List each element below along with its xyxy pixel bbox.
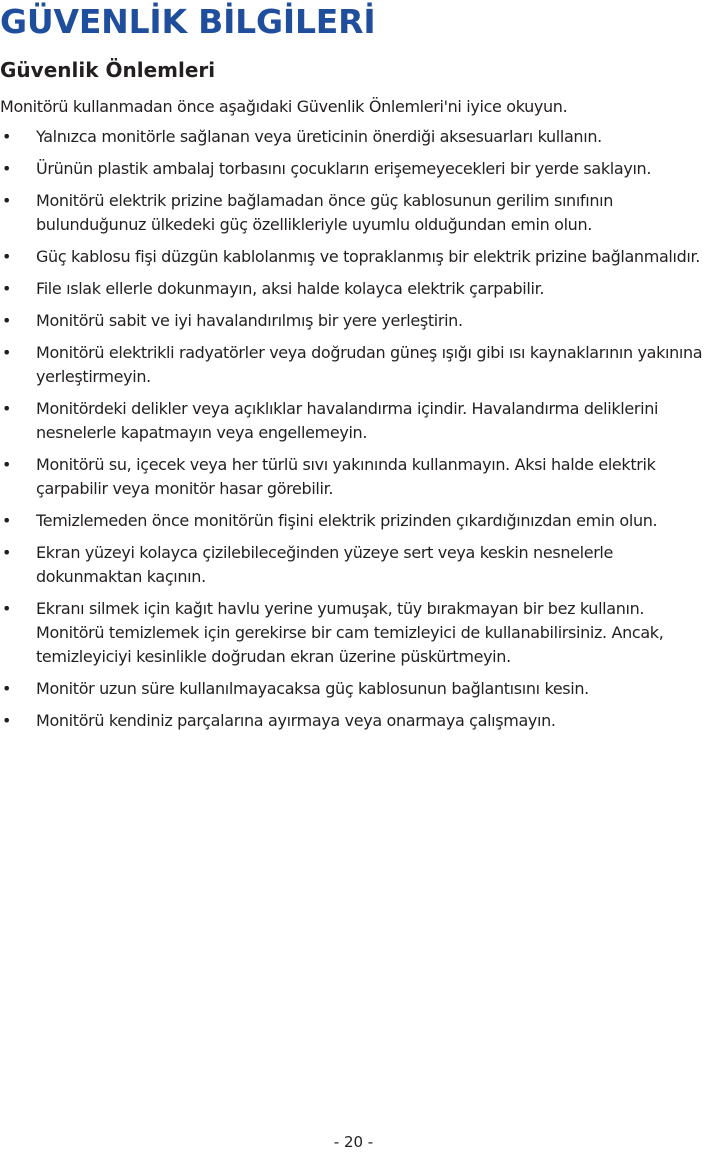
bullet-icon: • bbox=[2, 191, 12, 210]
list-item-text: Temizlemeden önce monitörün fişini elektrik prizinden çıkardığınızdan emin olun. bbox=[36, 511, 658, 530]
list-item bbox=[0, 677, 707, 701]
bullet-icon: • bbox=[2, 711, 12, 730]
list-item-text: Yalnızca monitörle sağlanan veya üreticinin önerdiği aksesuarları kullanın. bbox=[36, 127, 602, 146]
bullet-icon: • bbox=[2, 247, 12, 266]
list-item bbox=[0, 125, 707, 149]
list-item bbox=[0, 453, 707, 501]
bullet-icon: • bbox=[2, 343, 12, 362]
list-item bbox=[0, 509, 707, 533]
bullet-icon: • bbox=[2, 311, 12, 330]
list-item-text: Monitörü su, içecek veya her türlü sıvı yakınında kullanmayın. Aksi halde elektrik çarpabilir veya monitör hasar görebilir. bbox=[36, 455, 656, 498]
list-item-text: File ıslak ellerle dokunmayın, aksi halde kolayca elektrik çarpabilir. bbox=[36, 279, 545, 298]
bullet-icon: • bbox=[2, 511, 12, 530]
list-item-text: Ürünün plastik ambalaj torbasını çocukların erişemeyecekleri bir yerde saklayın. bbox=[36, 159, 652, 178]
page-number: - 20 - bbox=[333, 1133, 374, 1151]
bullet-icon: • bbox=[2, 279, 12, 298]
list-item bbox=[0, 309, 707, 333]
bullet-icon: • bbox=[2, 399, 12, 418]
list-item-text: Güç kablosu fişi düzgün kablolanmış ve topraklanmış bir elektrik prizine bağlanmalıdır. bbox=[36, 247, 701, 266]
bullet-icon: • bbox=[2, 455, 12, 474]
list-item-text: Ekranı silmek için kağıt havlu yerine yumuşak, tüy bırakmayan bir bez kullanın. Monitörü temizlemek için gerekirse bir cam temizleyici de kullanabilirsiniz. Ancak, temizleyiciyi kesinlikle doğrudan ekran üzerine püskürtmeyin. bbox=[36, 599, 664, 666]
page-title: GÜVENLİK BİLGİLERİ bbox=[0, 2, 376, 41]
list-item-text: Monitörü elektrik prizine bağlamadan önce güç kablosunun gerilim sınıfının bulunduğunuz ülkedeki güç özellikleriyle uyumlu olduğundan emin olun. bbox=[36, 191, 613, 234]
bullet-icon: • bbox=[2, 159, 12, 178]
list-item-text: Monitördeki delikler veya açıklıklar havalandırma içindir. Havalandırma deliklerini nesnelerle kapatmayın veya engellemeyin. bbox=[36, 399, 659, 442]
list-item-text: Monitörü sabit ve iyi havalandırılmış bir yere yerleştirin. bbox=[36, 311, 463, 330]
section-heading: Güvenlik Önlemleri bbox=[0, 58, 216, 82]
list-item-text: Ekran yüzeyi kolayca çizilebileceğinden yüzeye sert veya keskin nesnelerle dokunmaktan kaçının. bbox=[36, 543, 614, 586]
list-item bbox=[0, 245, 707, 269]
list-item bbox=[0, 189, 707, 237]
bullet-icon: • bbox=[2, 543, 12, 562]
bullet-icon: • bbox=[2, 679, 12, 698]
list-item-text: Monitörü elektrikli radyatörler veya doğrudan güneş ışığı gibi ısı kaynaklarının yakınına yerleştirmeyin. bbox=[36, 343, 703, 386]
list-item bbox=[0, 709, 707, 733]
bullet-icon: • bbox=[2, 127, 12, 146]
list-item bbox=[0, 157, 707, 181]
list-item-text: Monitör uzun süre kullanılmayacaksa güç kablosunun bağlantısını kesin. bbox=[36, 679, 589, 698]
intro-paragraph: Monitörü kullanmadan önce aşağıdaki Güvenlik Önlemleri'ni iyice okuyun. bbox=[0, 97, 568, 116]
bullet-icon: • bbox=[2, 599, 12, 618]
list-item bbox=[0, 277, 707, 301]
list-item-text: Monitörü kendiniz parçalarına ayırmaya veya onarmaya çalışmayın. bbox=[36, 711, 556, 730]
list-item bbox=[0, 341, 707, 389]
list-item bbox=[0, 597, 707, 669]
list-item bbox=[0, 541, 707, 589]
safety-precautions-list bbox=[0, 125, 707, 741]
list-item bbox=[0, 397, 707, 445]
